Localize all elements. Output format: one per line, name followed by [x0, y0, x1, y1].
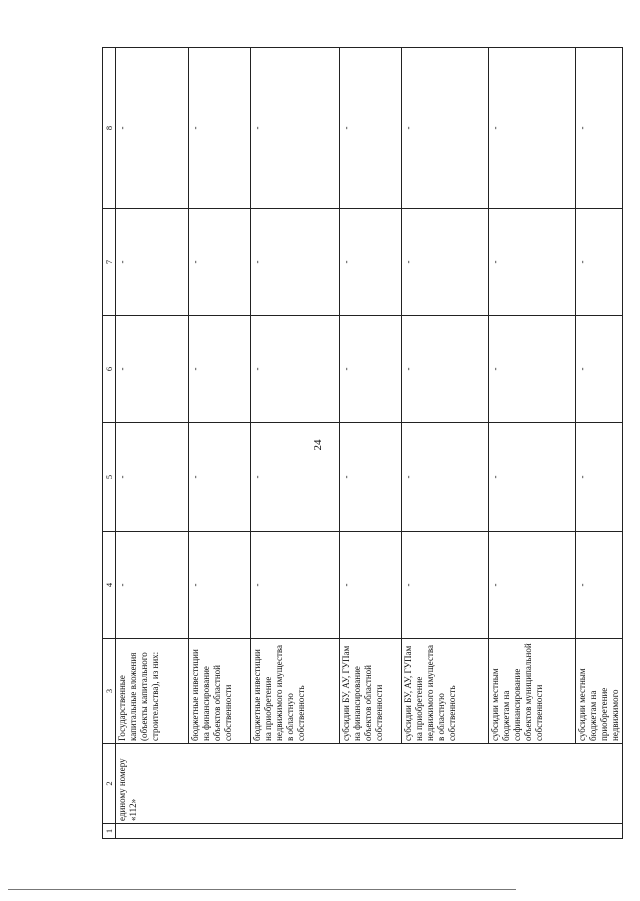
value-cell: - [340, 316, 402, 423]
value-cell: - [251, 423, 340, 532]
value-cell: - [402, 532, 489, 639]
table-row [340, 48, 402, 839]
value-cell: - [189, 48, 251, 209]
value-cell: - [576, 48, 623, 209]
header-col-8: 8 [103, 48, 116, 209]
row-description: субсидии местным бюджетам на софинансирование объектов муниципальной собственности [489, 639, 576, 744]
header-col-2: 2 [103, 744, 116, 824]
value-cell: - [576, 316, 623, 423]
value-cell: - [189, 532, 251, 639]
rotated-page [102, 48, 621, 839]
row-description: бюджетные инвестиции на финансирование объектов областной собственности [189, 639, 251, 744]
value-cell: - [116, 209, 189, 316]
header-col-6: 6 [103, 316, 116, 423]
table-container [102, 48, 621, 839]
value-cell: - [251, 316, 340, 423]
value-cell: - [402, 316, 489, 423]
value-cell: - [489, 209, 576, 316]
value-cell: - [340, 209, 402, 316]
value-cell: - [576, 532, 623, 639]
value-cell: - [402, 48, 489, 209]
value-cell: - [189, 209, 251, 316]
row-number-cell [116, 824, 623, 839]
table-row [189, 48, 251, 839]
scan-edge-line [8, 889, 516, 890]
header-row [103, 48, 116, 839]
row-description: бюджетные инвестиции на приобретение недвижимого имущества в областную собственность [251, 639, 340, 744]
value-cell: - [576, 423, 623, 532]
value-cell: - [116, 532, 189, 639]
value-cell: - [116, 423, 189, 532]
row-description: субсидии БУ, АУ, ГУПам на финансирование объектов областной собственности [340, 639, 402, 744]
value-cell: - [489, 48, 576, 209]
value-cell: - [402, 423, 489, 532]
table-row [489, 48, 576, 839]
value-cell: - [251, 48, 340, 209]
budget-table [102, 47, 623, 839]
value-cell: - [340, 48, 402, 209]
value-cell: - [489, 316, 576, 423]
row-description: субсидии местным бюджетам на приобретение недвижимого [576, 639, 623, 744]
header-col-5: 5 [103, 423, 116, 532]
table-row [116, 48, 189, 839]
value-cell: - [251, 209, 340, 316]
value-cell: - [489, 423, 576, 532]
value-cell: - [340, 532, 402, 639]
page-number: 24 [312, 439, 324, 451]
value-cell: - [576, 209, 623, 316]
header-col-7: 7 [103, 209, 116, 316]
value-cell: - [402, 209, 489, 316]
value-cell: - [189, 423, 251, 532]
indicator-name-cell: единому номеру «112» [116, 744, 623, 824]
value-cell: - [189, 316, 251, 423]
value-cell: - [116, 48, 189, 209]
header-col-1: 1 [103, 824, 116, 839]
table-row [402, 48, 489, 839]
value-cell: - [116, 316, 189, 423]
value-cell: - [251, 532, 340, 639]
value-cell: - [340, 423, 402, 532]
value-cell: - [489, 532, 576, 639]
header-col-3: 3 [103, 639, 116, 744]
table-row [251, 48, 340, 839]
table-row [576, 48, 623, 839]
row-description: Государственные капитальные вложения (объекты капитального строительства), из них: [116, 639, 189, 744]
header-col-4: 4 [103, 532, 116, 639]
row-description: субсидии БУ, АУ, ГУПам на приобретение недвижимого имущества в областную собственность [402, 639, 489, 744]
